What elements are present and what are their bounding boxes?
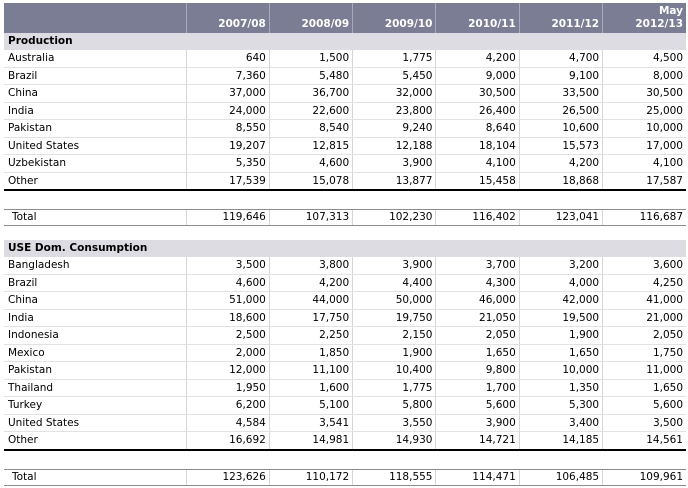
value-cell: 42,000	[519, 292, 602, 310]
total-row	[4, 469, 686, 485]
column-note: May	[658, 5, 683, 17]
value-cell: 14,721	[436, 432, 519, 450]
value-cell: 2,050	[603, 327, 686, 345]
column-header: 2012/13	[635, 18, 683, 30]
table-row	[4, 379, 686, 397]
row-label: Other	[4, 432, 186, 450]
value-cell: 14,185	[519, 432, 602, 450]
row-label: India	[4, 102, 186, 120]
table-row	[4, 155, 686, 173]
column-header: 2008/09	[269, 3, 352, 33]
value-cell: 18,868	[519, 172, 602, 190]
value-cell: 2,050	[436, 327, 519, 345]
spacer-cell	[436, 190, 519, 210]
value-cell: 10,400	[353, 362, 436, 380]
section-header-row	[4, 33, 686, 50]
value-cell: 9,800	[436, 362, 519, 380]
spacer-cell	[186, 190, 269, 210]
total-value-cell: 114,471	[436, 469, 519, 485]
value-cell: 15,573	[519, 137, 602, 155]
value-cell: 51,000	[186, 292, 269, 310]
value-cell: 15,078	[269, 172, 352, 190]
spacer-cell	[269, 226, 352, 241]
value-cell: 4,600	[186, 274, 269, 292]
value-cell: 1,850	[269, 344, 352, 362]
value-cell: 2,000	[186, 344, 269, 362]
value-cell: 19,500	[519, 309, 602, 327]
value-cell: 44,000	[269, 292, 352, 310]
spacer-cell	[4, 190, 186, 210]
row-label: Uzbekistan	[4, 155, 186, 173]
spacer-cell	[353, 190, 436, 210]
value-cell: 8,000	[603, 67, 686, 85]
column-header: 2007/08	[186, 3, 269, 33]
value-cell: 25,000	[603, 102, 686, 120]
value-cell: 4,500	[603, 50, 686, 67]
table-row	[4, 344, 686, 362]
value-cell: 1,900	[353, 344, 436, 362]
row-label: China	[4, 85, 186, 103]
data-table	[4, 3, 686, 486]
value-cell: 30,500	[436, 85, 519, 103]
value-cell: 10,000	[603, 120, 686, 138]
column-header: 2009/10	[353, 3, 436, 33]
value-cell: 5,350	[186, 155, 269, 173]
value-cell: 4,000	[519, 274, 602, 292]
value-cell: 3,700	[436, 257, 519, 274]
spacer-cell	[353, 450, 436, 470]
value-cell: 1,900	[519, 327, 602, 345]
table-row	[4, 414, 686, 432]
total-value-cell: 116,687	[603, 210, 686, 226]
column-header-last	[603, 3, 686, 33]
value-cell: 19,750	[353, 309, 436, 327]
value-cell: 1,950	[186, 379, 269, 397]
value-cell: 14,561	[603, 432, 686, 450]
value-cell: 3,800	[269, 257, 352, 274]
value-cell: 9,100	[519, 67, 602, 85]
row-label: Australia	[4, 50, 186, 67]
value-cell: 23,800	[353, 102, 436, 120]
total-value-cell: 123,626	[186, 469, 269, 485]
spacer-cell	[186, 450, 269, 470]
row-label: United States	[4, 137, 186, 155]
value-cell: 14,981	[269, 432, 352, 450]
value-cell: 5,300	[519, 397, 602, 415]
total-value-cell: 110,172	[269, 469, 352, 485]
spacer-cell	[603, 450, 686, 470]
value-cell: 4,200	[269, 274, 352, 292]
spacer-row	[4, 450, 686, 470]
table-row	[4, 292, 686, 310]
value-cell: 1,350	[519, 379, 602, 397]
value-cell: 12,000	[186, 362, 269, 380]
header-blank-cell	[4, 3, 186, 33]
value-cell: 5,800	[353, 397, 436, 415]
value-cell: 26,500	[519, 102, 602, 120]
value-cell: 3,541	[269, 414, 352, 432]
total-label: Total	[4, 469, 186, 485]
total-value-cell: 102,230	[353, 210, 436, 226]
table-row	[4, 85, 686, 103]
value-cell: 18,104	[436, 137, 519, 155]
table-row	[4, 432, 686, 450]
value-cell: 4,300	[436, 274, 519, 292]
row-label: United States	[4, 414, 186, 432]
value-cell: 12,815	[269, 137, 352, 155]
value-cell: 16,692	[186, 432, 269, 450]
table-row	[4, 397, 686, 415]
value-cell: 8,540	[269, 120, 352, 138]
row-label: Thailand	[4, 379, 186, 397]
total-value-cell: 116,402	[436, 210, 519, 226]
row-label: Other	[4, 172, 186, 190]
value-cell: 32,000	[353, 85, 436, 103]
spacer-cell	[436, 226, 519, 241]
value-cell: 26,400	[436, 102, 519, 120]
spacer-cell	[519, 226, 602, 241]
value-cell: 1,775	[353, 50, 436, 67]
spacer-cell	[519, 190, 602, 210]
value-cell: 10,600	[519, 120, 602, 138]
spacer-cell	[269, 190, 352, 210]
value-cell: 50,000	[353, 292, 436, 310]
spacer-cell	[603, 226, 686, 241]
total-label: Total	[4, 210, 186, 226]
row-label: Brazil	[4, 274, 186, 292]
value-cell: 2,250	[269, 327, 352, 345]
row-label: Bangladesh	[4, 257, 186, 274]
column-header: 2011/12	[519, 3, 602, 33]
table-row	[4, 50, 686, 67]
spacer-cell	[436, 450, 519, 470]
table-row	[4, 172, 686, 190]
value-cell: 2,150	[353, 327, 436, 345]
value-cell: 19,207	[186, 137, 269, 155]
row-label: Turkey	[4, 397, 186, 415]
value-cell: 4,100	[603, 155, 686, 173]
value-cell: 1,750	[603, 344, 686, 362]
value-cell: 17,539	[186, 172, 269, 190]
value-cell: 37,000	[186, 85, 269, 103]
table-row	[4, 102, 686, 120]
value-cell: 5,480	[269, 67, 352, 85]
section-title: USE Dom. Consumption	[4, 240, 686, 257]
value-cell: 1,650	[436, 344, 519, 362]
value-cell: 3,900	[353, 257, 436, 274]
total-value-cell: 107,313	[269, 210, 352, 226]
spacer-cell	[186, 226, 269, 241]
value-cell: 12,188	[353, 137, 436, 155]
spacer-cell	[603, 190, 686, 210]
value-cell: 1,500	[269, 50, 352, 67]
value-cell: 4,400	[353, 274, 436, 292]
value-cell: 3,400	[519, 414, 602, 432]
value-cell: 3,550	[353, 414, 436, 432]
value-cell: 22,600	[269, 102, 352, 120]
value-cell: 4,700	[519, 50, 602, 67]
value-cell: 4,250	[603, 274, 686, 292]
value-cell: 1,650	[603, 379, 686, 397]
value-cell: 17,750	[269, 309, 352, 327]
spacer-cell	[353, 226, 436, 241]
value-cell: 10,000	[519, 362, 602, 380]
value-cell: 24,000	[186, 102, 269, 120]
value-cell: 17,000	[603, 137, 686, 155]
value-cell: 3,500	[603, 414, 686, 432]
table-row	[4, 257, 686, 274]
table-row	[4, 362, 686, 380]
row-label: Mexico	[4, 344, 186, 362]
row-label: India	[4, 309, 186, 327]
table-row	[4, 274, 686, 292]
value-cell: 4,200	[519, 155, 602, 173]
value-cell: 2,500	[186, 327, 269, 345]
value-cell: 3,900	[436, 414, 519, 432]
spacer-row	[4, 190, 686, 210]
value-cell: 11,100	[269, 362, 352, 380]
table-row	[4, 309, 686, 327]
value-cell: 33,500	[519, 85, 602, 103]
row-label: Indonesia	[4, 327, 186, 345]
value-cell: 7,360	[186, 67, 269, 85]
value-cell: 6,200	[186, 397, 269, 415]
section-title: Production	[4, 33, 686, 50]
value-cell: 21,000	[603, 309, 686, 327]
table-row	[4, 327, 686, 345]
value-cell: 9,240	[353, 120, 436, 138]
value-cell: 18,600	[186, 309, 269, 327]
value-cell: 17,587	[603, 172, 686, 190]
value-cell: 1,700	[436, 379, 519, 397]
total-value-cell: 123,041	[519, 210, 602, 226]
spacer-cell	[519, 450, 602, 470]
header-row	[4, 3, 686, 33]
value-cell: 5,450	[353, 67, 436, 85]
section-header-row	[4, 240, 686, 257]
value-cell: 1,775	[353, 379, 436, 397]
spacer-cell	[4, 450, 186, 470]
value-cell: 41,000	[603, 292, 686, 310]
row-label: Pakistan	[4, 362, 186, 380]
value-cell: 5,600	[436, 397, 519, 415]
value-cell: 46,000	[436, 292, 519, 310]
value-cell: 13,877	[353, 172, 436, 190]
value-cell: 11,000	[603, 362, 686, 380]
total-value-cell: 109,961	[603, 469, 686, 485]
value-cell: 4,200	[436, 50, 519, 67]
value-cell: 4,584	[186, 414, 269, 432]
value-cell: 3,500	[186, 257, 269, 274]
value-cell: 3,900	[353, 155, 436, 173]
value-cell: 21,050	[436, 309, 519, 327]
value-cell: 1,650	[519, 344, 602, 362]
column-header: 2010/11	[436, 3, 519, 33]
table-row	[4, 137, 686, 155]
value-cell: 30,500	[603, 85, 686, 103]
section-gap-row	[4, 226, 686, 241]
spacer-cell	[269, 450, 352, 470]
value-cell: 3,200	[519, 257, 602, 274]
value-cell: 5,600	[603, 397, 686, 415]
value-cell: 4,100	[436, 155, 519, 173]
total-value-cell: 106,485	[519, 469, 602, 485]
spacer-cell	[4, 226, 186, 241]
value-cell: 1,600	[269, 379, 352, 397]
value-cell: 9,000	[436, 67, 519, 85]
value-cell: 15,458	[436, 172, 519, 190]
value-cell: 8,640	[436, 120, 519, 138]
row-label: China	[4, 292, 186, 310]
value-cell: 14,930	[353, 432, 436, 450]
total-row	[4, 210, 686, 226]
value-cell: 36,700	[269, 85, 352, 103]
table-row	[4, 67, 686, 85]
value-cell: 8,550	[186, 120, 269, 138]
value-cell: 4,600	[269, 155, 352, 173]
total-value-cell: 118,555	[353, 469, 436, 485]
value-cell: 3,600	[603, 257, 686, 274]
row-label: Brazil	[4, 67, 186, 85]
value-cell: 640	[186, 50, 269, 67]
table-row	[4, 120, 686, 138]
row-label: Pakistan	[4, 120, 186, 138]
value-cell: 5,100	[269, 397, 352, 415]
total-value-cell: 119,646	[186, 210, 269, 226]
